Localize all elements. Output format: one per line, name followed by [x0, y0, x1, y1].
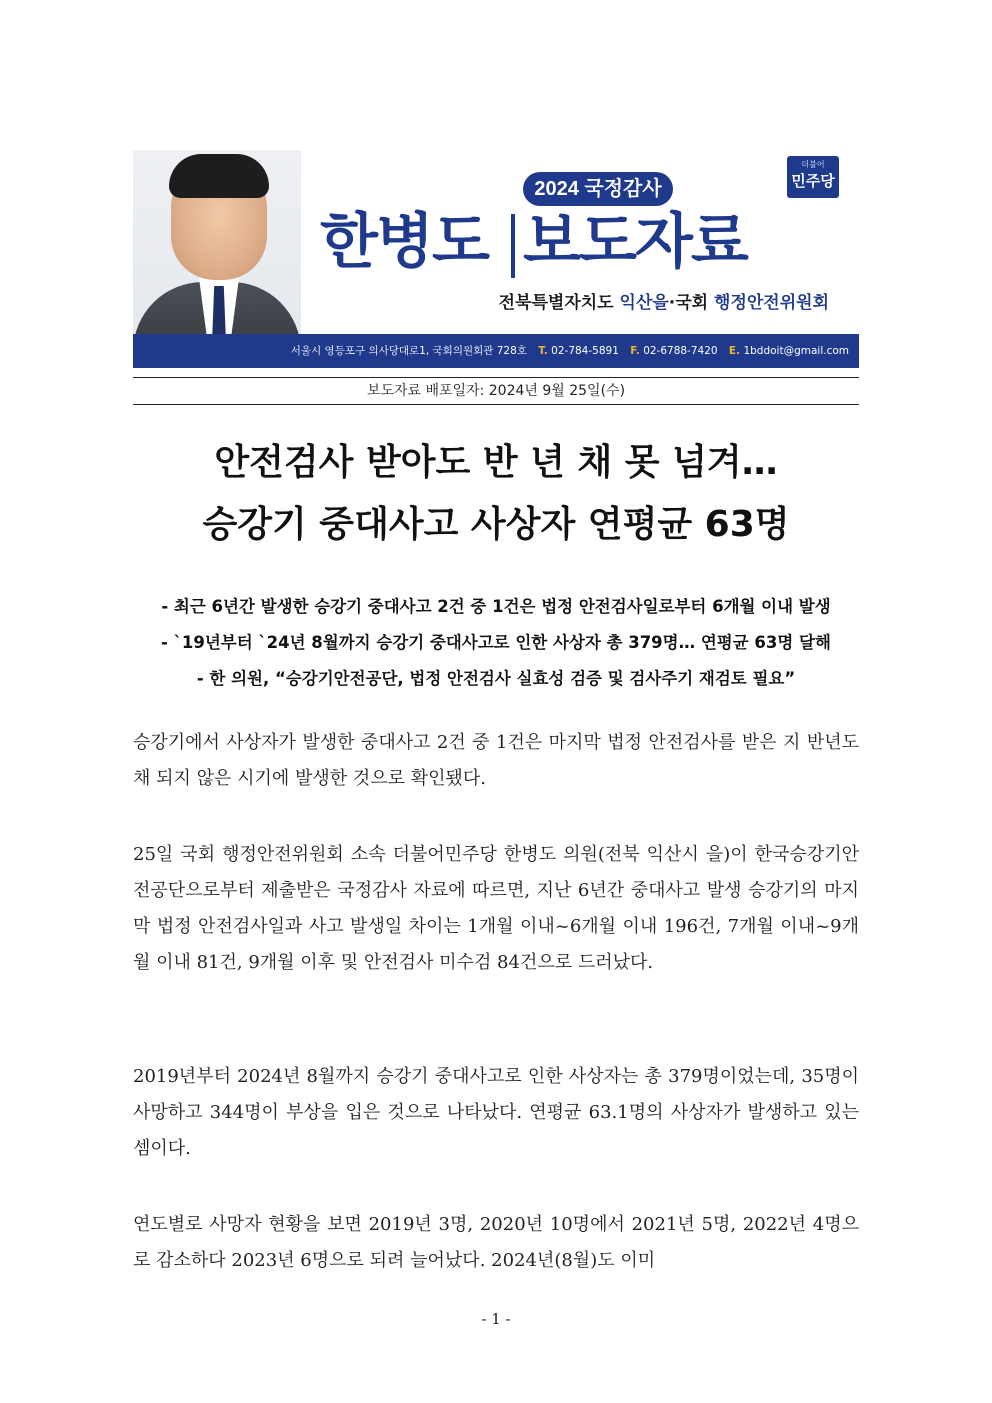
tel-label: T.	[538, 345, 548, 357]
party-logo	[787, 156, 839, 198]
party-logo-big: 민주당	[791, 172, 835, 190]
title-divider	[511, 214, 515, 278]
fax-number: 02-6788-7420	[643, 345, 718, 357]
contact-strip	[133, 334, 859, 368]
email-address: 1bddoit@gmail.com	[743, 345, 849, 357]
office-address: 서울시 영등포구 의사당대로1, 국회의원회관 728호	[290, 345, 527, 357]
press-release-title: 보도자료	[523, 207, 747, 277]
press-banner	[133, 150, 859, 368]
body-paragraph-1: 승강기에서 사상자가 발생한 중대사고 2건 중 1건은 마지막 법정 안전검사를 받은 지 반년도 채 되지 않은 시기에 발생한 것으로 확인됐다.	[133, 732, 859, 789]
audit-badge: 2024 국정감사	[523, 172, 673, 206]
constituency-line	[389, 290, 829, 316]
headline	[100, 432, 892, 556]
tel-number: 02-784-5891	[551, 345, 619, 357]
body-paragraph-2: 25일 국회 행정안전위원회 소속 더불어민주당 한병도 의원(전북 익산시 을)이 한국승강기안전공단으로부터 제출받은 국정감사 자료에 따르면, 지난 6년간 중대사고 발생 승강기의 마지막 법정 안전검사일과 사고 발생일 차이는 1개월 이내~6개월 이내 196건, 7개월 이내~9개월 이내 81건, 9개월 이후 및 안전검사 미수검 84건으로 드러났다.	[133, 844, 859, 973]
body-paragraph-3: 2019년부터 2024년 8월까지 승강기 중대사고로 인한 사상자는 총 379명이었는데, 35명이 사망하고 344명이 부상을 입은 것으로 나타났다. 연평균 63.1명의 사상자가 발생하고 있는 셈이다.	[133, 1066, 859, 1159]
page-number: - 1 -	[481, 1310, 511, 1328]
contact-info	[291, 334, 849, 368]
lawmaker-name: 한병도	[320, 207, 488, 277]
subhead-2: - `19년부터 `24년 8월까지 승강기 중대사고로 인한 사상자 총 379명… 연평균 63명 달해	[161, 633, 831, 652]
photo-hair	[169, 154, 269, 198]
release-date: 보도자료 배포일자: 2024년 9월 25일(수)	[366, 383, 626, 399]
headline-line-2: 승강기 중대사고 사상자 연평균 63명	[202, 504, 790, 545]
email-label: E.	[728, 345, 741, 357]
subhead-1: - 최근 6년간 발생한 승강기 중대사고 2건 중 1건은 법정 안전검사일로부터 6개월 이내 발생	[161, 597, 831, 616]
party-logo-small: 더불어	[801, 160, 825, 169]
subhead-3: - 한 의원, “승강기안전공단, 법정 안전검사 실효성 검증 및 검사주기 재검토 필요”	[196, 669, 796, 688]
region-district: 익산을	[619, 293, 669, 313]
body-paragraph-4: 연도별로 사망자 현황을 보면 2019년 3명, 2020년 10명에서 2021년 5명, 2022년 4명으로 감소하다 2023년 6명으로 되려 늘어났다. 2024년(8월)도 이미	[133, 1214, 859, 1271]
region-committee: 행정안전위원회	[714, 293, 829, 313]
region-prefix: 전북특별자치도	[498, 293, 614, 313]
release-date-row	[133, 377, 859, 405]
fax-label: F.	[630, 345, 640, 357]
region-mid: ·국회	[668, 293, 709, 313]
headline-line-1: 안전검사 받아도 반 년 채 못 넘겨…	[214, 442, 778, 483]
